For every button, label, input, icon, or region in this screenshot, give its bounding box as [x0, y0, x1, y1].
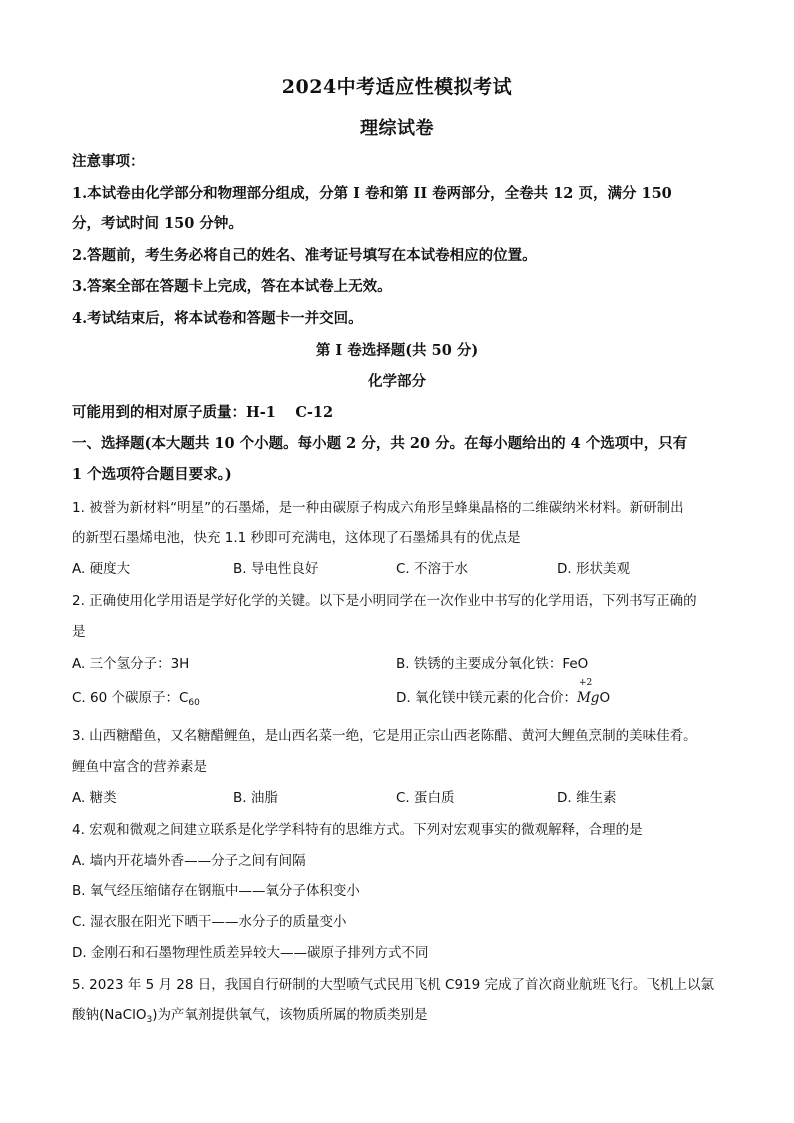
- notice-item: 分，考试时间 150 分钟。: [72, 215, 243, 232]
- question-1-stem: 1. 被誉为新材料“明星”的石墨烯，是一种由碳原子构成六角形呈蜂巢晶格的二维碳纳米材料。新研制出: [72, 500, 684, 516]
- question-3-stem: 鲤鱼中富含的营养素是: [72, 759, 207, 775]
- q1-option-a: A. 硬度大: [72, 561, 131, 577]
- part-title: 化学部分: [368, 373, 426, 390]
- charge-label: +2: [578, 678, 593, 688]
- question-2-stem: 是: [72, 624, 86, 640]
- oxidation-state-symbol: [576, 678, 600, 706]
- question-4-stem: 4. 宏观和微观之间建立联系是化学学科特有的思维方式。下列对宏观事实的微观解释，合理的是: [72, 822, 643, 838]
- volume-title: 第 I 卷选择题(共 50 分): [315, 342, 479, 359]
- q3-option-d: D. 维生素: [557, 790, 617, 806]
- q4-option-c: C. 湿衣服在阳光下晒干——水分子的质量变小: [72, 914, 347, 930]
- q4-option-a: A. 墙内开花墙外香——分子之间有间隔: [72, 853, 306, 869]
- question-3-stem: 3. 山西糖醋鱼，又名糖醋鲤鱼，是山西名菜一绝，它是用正宗山西老陈醋、黄河大鲤鱼烹制的美味佳肴。: [72, 728, 697, 744]
- q3-option-a: A. 糖类: [72, 790, 117, 806]
- q5-text: )为产氧剂提供氧气，该物质所属的物质类别是: [152, 1007, 428, 1023]
- q2-option-a: A. 三个氢分子：3H: [72, 656, 190, 672]
- oxygen-symbol: O: [599, 690, 611, 706]
- q2-option-d: [396, 678, 611, 706]
- atomic-mass-note: 可能用到的相对原子质量：H-1 C-12: [72, 404, 334, 421]
- exam-title: 2024中考适应性模拟考试: [281, 76, 513, 98]
- q3-option-b: B. 油脂: [233, 790, 278, 806]
- question-1-stem: 的新型石墨烯电池，快充 1.1 秒即可充满电，这体现了石墨烯具有的优点是: [72, 530, 521, 546]
- notice-heading: 注意事项：: [72, 153, 145, 170]
- notice-item: 4.考试结束后，将本试卷和答题卡一并交回。: [72, 310, 363, 327]
- q1-option-c: C. 不溶于水: [396, 561, 469, 577]
- subscript: 60: [188, 698, 200, 708]
- q4-option-b: B. 氧气经压缩储存在钢瓶中——氧分子体积变小: [72, 883, 360, 899]
- q2-option-b: B. 铁锈的主要成分氧化铁：FeO: [396, 656, 589, 672]
- q2-option-d-text: D. 氧化镁中镁元素的化合价：: [396, 690, 577, 706]
- q1-option-d: D. 形状美观: [557, 561, 630, 577]
- question-5-stem: 5. 2023 年 5 月 28 日，我国自行研制的大型喷气式民用飞机 C919 完成了首次商业航班飞行。飞机上以氯: [72, 977, 715, 993]
- notice-item: 1.本试卷由化学部分和物理部分组成，分第 I 卷和第 II 卷两部分，全卷共 12 页，满分 150: [72, 185, 672, 202]
- q2-option-c: [72, 686, 200, 708]
- subscript: 3: [146, 1015, 153, 1025]
- instruction-line: 一、选择题(本大题共 10 个小题。每小题 2 分，共 20 分。在每小题给出的 4 个选项中，只有: [72, 435, 688, 452]
- q3-option-c: C. 蛋白质: [396, 790, 455, 806]
- instruction-line: 1 个选项符合题目要求。): [72, 466, 232, 483]
- notice-item: 3.答案全部在答题卡上完成，答在本试卷上无效。: [72, 278, 392, 295]
- exam-subtitle: 理综试卷: [360, 118, 434, 139]
- q1-option-b: B. 导电性良好: [233, 561, 319, 577]
- q4-option-d: D. 金刚石和石墨物理性质差异较大——碳原子排列方式不同: [72, 945, 429, 961]
- notice-item: 2.答题前，考生务必将自己的姓名、准考证号填写在本试卷相应的位置。: [72, 247, 537, 264]
- question-2-stem: 2. 正确使用化学用语是学好化学的关键。以下是小明同学在一次作业中书写的化学用语，下列书写正确的: [72, 593, 697, 609]
- question-5-stem: [72, 1003, 427, 1025]
- element-symbol: Mg: [576, 690, 600, 706]
- q2-option-c-text: C. 60 个碳原子：C: [72, 690, 189, 706]
- q5-text: 酸钠(NaClO: [72, 1007, 147, 1023]
